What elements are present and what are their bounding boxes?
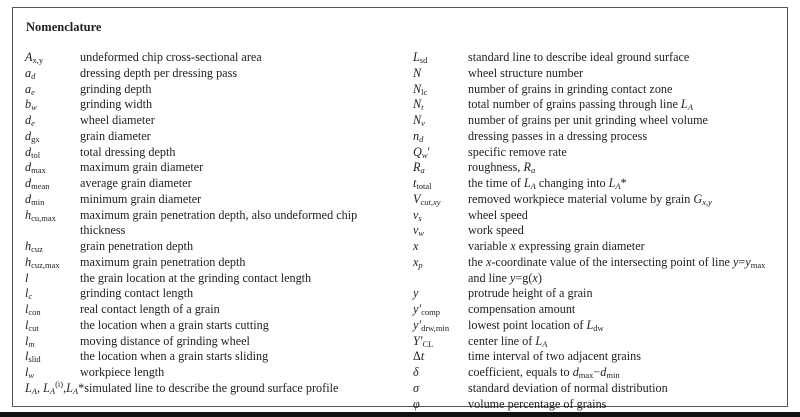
definition: specific remove rate — [468, 144, 567, 159]
definition: total dressing depth — [80, 144, 176, 159]
definition: minimum grain diameter — [80, 191, 202, 206]
nomenclature-entry — [413, 192, 783, 208]
symbol: $d_{mean}$ — [25, 176, 50, 191]
definition: the location when a grain starts sliding — [80, 349, 269, 364]
symbol: $l_{slid}$ — [25, 349, 41, 365]
nomenclature-entry — [413, 381, 783, 397]
nomenclature-entry — [25, 334, 400, 350]
symbol: $V_{cut,xy}$ — [413, 191, 441, 207]
nomenclature-entry — [413, 334, 783, 350]
definition: standard line to describe ideal ground surface — [468, 50, 690, 64]
definition: dressing passes in a dressing process — [468, 128, 648, 143]
symbol: $L_A$, $L_A^{(i)},L_A*$ — [25, 378, 85, 396]
symbol: $L_{sd}$ — [413, 50, 428, 65]
definition: total number of grains passing through line $L_A$ — [468, 97, 693, 113]
symbol: $v_s$ — [413, 207, 422, 223]
nomenclature-entry — [25, 176, 400, 192]
definition: variable x expressing grain diameter — [468, 239, 645, 253]
symbol: φ — [413, 396, 420, 411]
definition: workpiece length — [80, 365, 165, 379]
nomenclature-entry — [413, 349, 783, 365]
definition: the location when a grain starts cutting — [80, 317, 269, 332]
symbol: $y'_{comp}$ — [413, 302, 440, 317]
symbol: Δt — [413, 349, 425, 364]
nomenclature-entry — [25, 160, 400, 176]
nomenclature-entry — [413, 97, 783, 113]
nomenclature-entry — [25, 97, 400, 113]
symbol: $d_{min}$ — [25, 191, 45, 207]
definition: lowest point location of $L_{dw}$ — [468, 317, 604, 333]
nomenclature-entry — [413, 318, 783, 334]
symbol: $l_{con}$ — [25, 302, 41, 317]
nomenclature-entry — [413, 255, 783, 287]
definition: maximum grain penetration depth, also undeformed chip thickness — [80, 207, 358, 238]
symbol: $R_a$ — [413, 160, 425, 176]
definition: grinding width — [80, 97, 153, 112]
definition: simulated line to describe the ground surface profile — [84, 380, 339, 395]
nomenclature-entry — [25, 113, 400, 129]
symbol: $N_v$ — [413, 113, 425, 128]
nomenclature-entry — [413, 176, 783, 192]
nomenclature-entry — [25, 129, 400, 145]
nomenclature-entry — [25, 255, 400, 271]
definition: dressing depth per dressing pass — [80, 65, 238, 80]
symbol: $Q_w'$ — [413, 144, 431, 160]
nomenclature-entry — [25, 349, 400, 365]
definition: grain diameter — [80, 128, 151, 143]
nomenclature-entry — [413, 302, 783, 318]
nomenclature-entry — [25, 271, 400, 287]
nomenclature-right-column — [413, 50, 783, 412]
definition: the grain location at the grinding contact length — [80, 270, 312, 285]
symbol: $N_{lc}$ — [413, 81, 428, 97]
definition: volume percentage of grains — [468, 396, 607, 411]
symbol: $h_{cu,max}$ — [25, 207, 56, 223]
definition: undeformed chip cross-sectional area — [80, 50, 262, 64]
symbol: x — [413, 239, 419, 253]
symbol: $n_d$ — [413, 128, 424, 144]
symbol: δ — [413, 365, 419, 379]
symbol: $d_{tol}$ — [25, 144, 41, 160]
symbol: $h_{cuz}$ — [25, 239, 43, 254]
definition: center line of $L_A$ — [468, 333, 548, 349]
nomenclature-entry — [413, 50, 783, 66]
nomenclature-entry — [413, 223, 783, 239]
definition: number of grains per unit grinding wheel volume — [468, 113, 708, 127]
nomenclature-entry — [25, 66, 400, 82]
symbol: $l_m$ — [25, 333, 35, 349]
definition: maximum grain penetration depth — [80, 254, 246, 269]
definition: removed workpiece material volume by grain $G_{x,y}$ — [468, 191, 712, 207]
definition: number of grains in grinding contact zone — [468, 81, 673, 96]
nomenclature-entry — [413, 208, 783, 224]
nomenclature-entry — [413, 160, 783, 176]
nomenclature-entry — [25, 302, 400, 318]
nomenclature-entry — [25, 378, 400, 397]
symbol: $d_{gx}$ — [25, 128, 40, 144]
nomenclature-entry — [413, 113, 783, 129]
nomenclature-left-column — [25, 50, 400, 397]
symbol: σ — [413, 380, 420, 395]
definition: standard deviation of normal distribution — [468, 380, 668, 395]
symbol: $v_w$ — [413, 223, 425, 239]
nomenclature-entry — [413, 145, 783, 161]
nomenclature-title: Nomenclature — [26, 20, 102, 34]
definition: grinding contact length — [80, 286, 194, 301]
definition: the x-coordinate value of the intersecting point of line $y=y_{max}$ and line y=g(x) — [468, 254, 766, 285]
definition: work speed — [468, 223, 524, 238]
nomenclature-entry — [413, 239, 783, 255]
nomenclature-entry — [413, 286, 783, 302]
definition: time interval of two adjacent grains — [468, 349, 641, 364]
definition: moving distance of grinding wheel — [80, 333, 250, 348]
symbol: N — [413, 65, 422, 80]
nomenclature-entry — [413, 397, 783, 413]
bottom-rule — [0, 412, 800, 417]
symbol: $l_w$ — [25, 365, 35, 380]
definition: compensation amount — [468, 302, 576, 316]
definition: roughness, $R_a$ — [468, 160, 536, 176]
symbol: y — [413, 286, 419, 301]
nomenclature-entry — [413, 129, 783, 145]
definition: grain penetration depth — [80, 239, 194, 253]
definition: maximum grain diameter — [80, 160, 204, 175]
symbol: $A_{x,y}$ — [25, 50, 44, 65]
symbol: $y'_{drw,min}$ — [413, 317, 450, 333]
nomenclature-entry — [413, 82, 783, 98]
symbol: $x_p$ — [413, 254, 423, 270]
definition: grinding depth — [80, 81, 152, 96]
symbol: $a_e$ — [25, 81, 35, 97]
definition: average grain diameter — [80, 176, 192, 190]
symbol: $l_{cut}$ — [25, 317, 39, 333]
nomenclature-entry — [25, 318, 400, 334]
nomenclature-entry — [25, 286, 400, 302]
definition: protrude height of a grain — [468, 286, 593, 301]
definition: wheel diameter — [80, 113, 155, 127]
definition: wheel speed — [468, 207, 528, 222]
symbol: $a_d$ — [25, 65, 36, 81]
nomenclature-entry — [25, 145, 400, 161]
definition: real contact length of a grain — [80, 302, 220, 316]
definition: the time of $L_A$ changing into $L_A*$ — [468, 176, 627, 191]
symbol: $h_{cuz,max}$ — [25, 254, 60, 270]
symbol: $N_t$ — [413, 97, 424, 113]
definition: coefficient, equals to $d_{max}-d_{min}$ — [468, 365, 620, 380]
nomenclature-entry — [25, 192, 400, 208]
nomenclature-entry — [413, 66, 783, 82]
symbol: $l_c$ — [25, 286, 33, 302]
symbol: $Y'_{CL}$ — [413, 333, 434, 349]
nomenclature-entry — [25, 208, 400, 240]
symbol: $d_e$ — [25, 113, 35, 128]
symbol: $b_w$ — [25, 97, 37, 113]
definition: wheel structure number — [468, 65, 584, 80]
symbol: $t_{total}$ — [413, 176, 432, 191]
nomenclature-entry — [25, 50, 400, 66]
nomenclature-entry — [25, 239, 400, 255]
symbol: $d_{max}$ — [25, 160, 46, 176]
symbol: l — [25, 270, 29, 285]
nomenclature-entry — [25, 365, 400, 381]
nomenclature-entry — [25, 82, 400, 98]
nomenclature-entry — [413, 365, 783, 381]
